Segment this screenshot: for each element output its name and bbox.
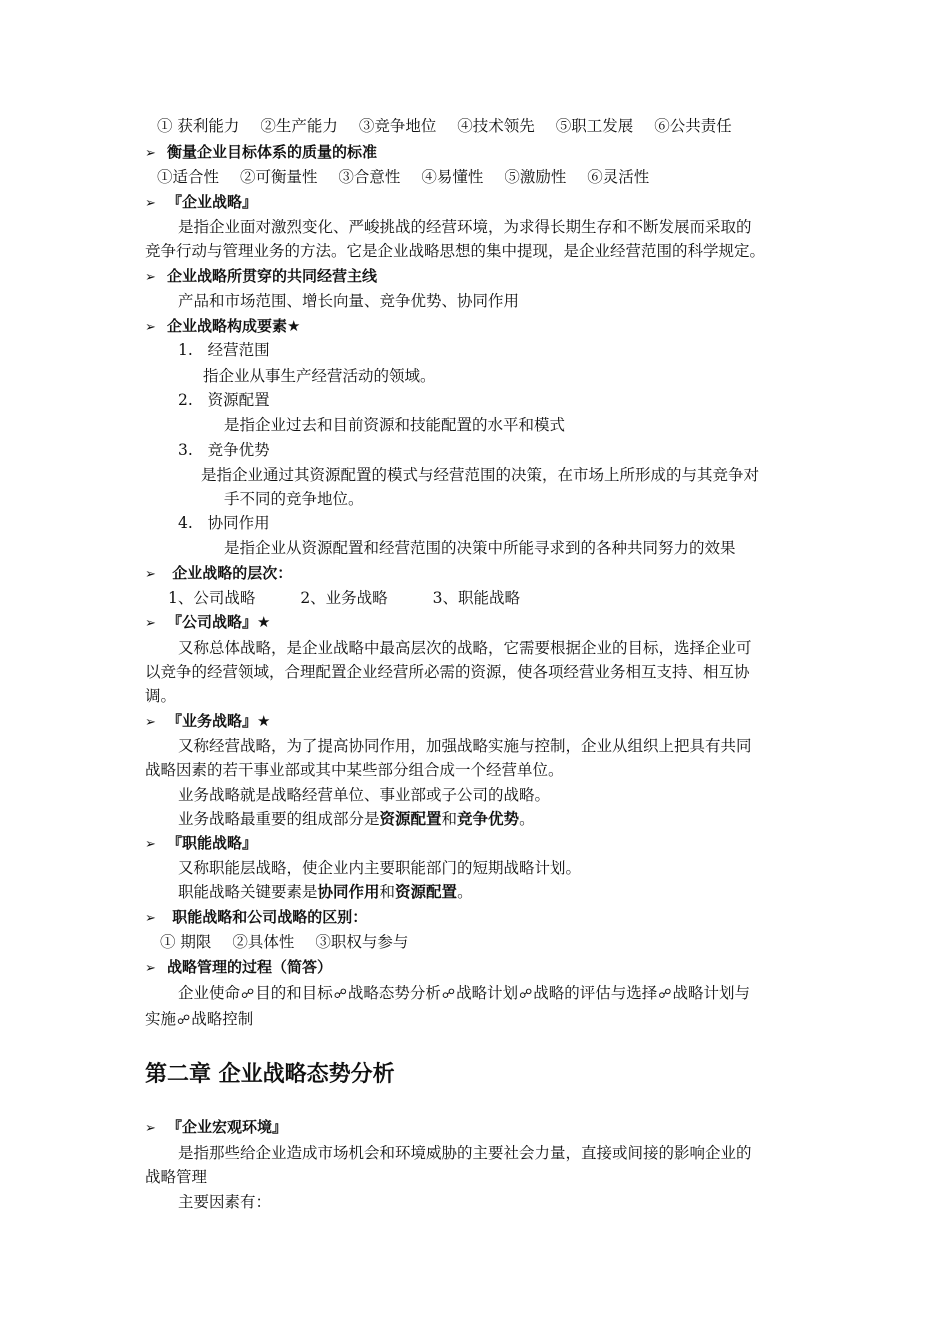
quality-heading: ➢ 衡量企业目标体系的质量的标准 xyxy=(145,141,377,165)
corporate-text: 又称总体战略，是企业战略中最高层次的战略，它需要根据企业的目标，选择企业可 xyxy=(178,639,752,657)
business-text: 战略因素的若干事业部或其中某些部分组合成一个经营单位。 xyxy=(145,761,564,779)
difference-item: ① 期限 xyxy=(160,933,212,951)
business-text: 业务战略就是战略经营单位、事业部或子公司的战略。 xyxy=(178,786,551,804)
process-flow xyxy=(145,1008,253,1032)
level-item: 2、业务战略 xyxy=(300,589,388,607)
strategy-heading: ➢ 『企业战略』 xyxy=(145,191,257,215)
goal-item: ②生产能力 xyxy=(260,117,338,135)
difference-list xyxy=(160,931,408,953)
business-text: 又称经营战略，为了提高协同作用，加强战略实施与控制，企业从组织上把具有共同 xyxy=(178,737,752,755)
goal-item: ① 获利能力 xyxy=(157,117,240,135)
bullet-arrow-icon: ➢ xyxy=(145,616,156,631)
goal-item: ⑤职工发展 xyxy=(555,117,634,135)
element-desc: 是指企业从资源配置和经营范围的决策中所能寻求到的各种共同努力的效果 xyxy=(224,539,736,557)
goal-item: ③竞争地位 xyxy=(358,117,437,135)
process-flow xyxy=(178,982,750,1006)
quality-list xyxy=(157,166,649,188)
process-step: 实施 xyxy=(145,1010,177,1028)
process-step: 战略计划 xyxy=(456,984,519,1002)
functional-text: 职能战略关键要素是协同作用和资源配置。 xyxy=(178,883,473,901)
element-title: 2. 资源配置 xyxy=(178,391,270,409)
flow-arrow-icon: ☍ xyxy=(441,987,456,1002)
bullet-arrow-icon: ➢ xyxy=(145,1121,156,1136)
element-desc: 指企业从事生产经营活动的领域。 xyxy=(203,367,436,385)
level-item: 3、职能战略 xyxy=(432,589,520,607)
element-desc: 是指企业通过其资源配置的模式与经营范围的决策，在市场上所形成的与其竞争对 xyxy=(201,466,760,484)
macro-heading: ➢ 『企业宏观环境』 xyxy=(145,1116,287,1140)
element-title: 3. 竞争优势 xyxy=(178,441,270,459)
business-text: 业务战略最重要的组成部分是资源配置和竞争优势。 xyxy=(178,810,535,828)
mainline-heading: ➢ 企业战略所贯穿的共同经营主线 xyxy=(145,265,377,289)
process-step: 战略计划与 xyxy=(672,984,750,1002)
quality-item: ④易懂性 xyxy=(421,168,484,186)
difference-item: ③职权与参与 xyxy=(315,933,409,951)
quality-item: ①适合性 xyxy=(157,168,220,186)
chapter-title: 第二章 企业战略态势分析 xyxy=(145,1062,395,1087)
element-desc: 是指企业过去和目前资源和技能配置的水平和模式 xyxy=(224,416,566,434)
levels-list xyxy=(168,587,520,609)
process-step: 目的和目标 xyxy=(255,984,333,1002)
strategy-text: 是指企业面对激烈变化、严峻挑战的经营环境，为求得长期生存和不断发展而采取的 xyxy=(178,218,752,236)
flow-arrow-icon: ☍ xyxy=(241,987,255,1002)
bullet-arrow-icon: ➢ xyxy=(145,961,156,976)
flow-arrow-icon: ☍ xyxy=(177,1013,191,1028)
bullet-arrow-icon: ➢ xyxy=(145,270,156,285)
quality-item: ③合意性 xyxy=(338,168,401,186)
flow-arrow-icon: ☍ xyxy=(658,987,672,1002)
flow-arrow-icon: ☍ xyxy=(333,987,347,1002)
functional-heading: ➢ 『职能战略』 xyxy=(145,832,257,856)
process-step: 战略的评估与选择 xyxy=(533,984,658,1002)
process-step: 战略控制 xyxy=(191,1010,254,1028)
bullet-arrow-icon: ➢ xyxy=(145,196,156,211)
corporate-heading: ➢ 『公司战略』★ xyxy=(145,611,270,635)
bullet-arrow-icon: ➢ xyxy=(145,146,156,161)
difference-heading: ➢ 职能战略和公司战略的区别： xyxy=(145,906,367,930)
elements-heading: ➢ 企业战略构成要素★ xyxy=(145,315,300,339)
element-desc: 手不同的竞争地位。 xyxy=(224,490,364,508)
quality-item: ⑤激励性 xyxy=(504,168,567,186)
process-step: 企业使命 xyxy=(178,984,241,1002)
element-title: 1. 经营范围 xyxy=(178,341,270,359)
corporate-text: 以竞争的经营领域，合理配置企业经营所必需的资源，使各项经营业务相互支持、相互协 xyxy=(145,663,750,681)
level-item: 1、公司战略 xyxy=(168,589,256,607)
quality-item: ②可衡量性 xyxy=(239,168,318,186)
strategy-text: 竞争行动与管理业务的方法。它是企业战略思想的集中提现，是企业经营范围的科学规定。 xyxy=(145,242,766,260)
difference-item: ②具体性 xyxy=(232,933,295,951)
bullet-arrow-icon: ➢ xyxy=(145,715,156,730)
mainline-text: 产品和市场范围、增长向量、竞争优势、协同作用 xyxy=(178,292,520,310)
macro-text: 主要因素有： xyxy=(178,1193,272,1211)
bullet-arrow-icon: ➢ xyxy=(145,320,156,335)
bullet-arrow-icon: ➢ xyxy=(145,837,156,852)
bullet-arrow-icon: ➢ xyxy=(145,567,156,582)
goals-list xyxy=(157,115,732,137)
process-step: 战略态势分析 xyxy=(347,984,441,1002)
process-heading: ➢ 战略管理的过程（简答） xyxy=(145,956,332,980)
flow-arrow-icon: ☍ xyxy=(519,987,533,1002)
business-heading: ➢ 『业务战略』★ xyxy=(145,710,270,734)
goal-item: ⑥公共责任 xyxy=(654,117,732,135)
goal-item: ④技术领先 xyxy=(457,117,535,135)
corporate-text: 调。 xyxy=(145,687,177,705)
macro-text: 是指那些给企业造成市场机会和环境威胁的主要社会力量，直接或间接的影响企业的 xyxy=(178,1144,752,1162)
macro-text: 战略管理 xyxy=(145,1168,208,1186)
quality-item: ⑥灵活性 xyxy=(587,168,650,186)
levels-heading: ➢ 企业战略的层次： xyxy=(145,562,292,586)
bullet-arrow-icon: ➢ xyxy=(145,911,156,926)
functional-text: 又称职能层战略，使企业内主要职能部门的短期战略计划。 xyxy=(178,859,582,877)
element-title: 4. 协同作用 xyxy=(178,514,270,532)
